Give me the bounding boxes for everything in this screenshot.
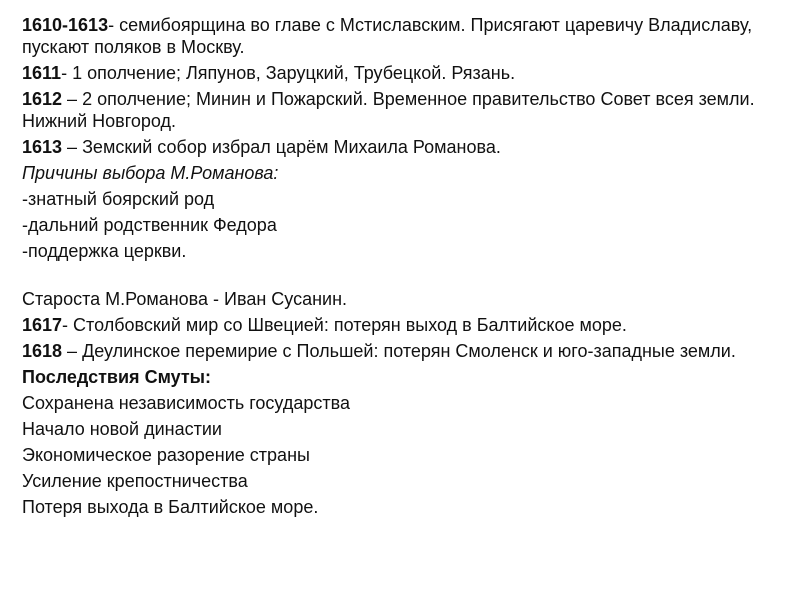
event-year: 1610-1613 bbox=[22, 15, 109, 35]
reasons-heading: Причины выбора М.Романова: bbox=[22, 163, 279, 183]
event-1610-1613 bbox=[22, 14, 782, 58]
consequence-item: Усиление крепостничества bbox=[22, 471, 248, 491]
event-1611 bbox=[22, 62, 782, 84]
event-text: Деулинское перемирие с Польшей: потерян Смоленск и юго-западные земли. bbox=[82, 341, 736, 361]
event-1612 bbox=[22, 88, 782, 132]
event-year: 1613 bbox=[22, 137, 63, 157]
reason-item: -поддержка церкви. bbox=[22, 241, 187, 261]
event-text: семибоярщина во главе с Мстиславским. Присягают царевичу Владиславу, пускают поляков в Москву. bbox=[22, 15, 753, 57]
event-1613 bbox=[22, 136, 782, 158]
event-1618 bbox=[22, 340, 782, 362]
event-text: 2 ополчение; Минин и Пожарский. Временное правительство Совет всея земли. Нижний Новгород. bbox=[22, 89, 755, 131]
starosta-line: Староста М.Романова - Иван Сусанин. bbox=[22, 289, 348, 309]
consequence-item: Сохранена независимость государства bbox=[22, 393, 350, 413]
event-year: 1618 bbox=[22, 341, 63, 361]
event-year: 1611 bbox=[22, 63, 62, 83]
event-text: Земский собор избрал царём Михаила Романова. bbox=[82, 137, 501, 157]
event-year: 1617 bbox=[22, 315, 63, 335]
consequence-item: Экономическое разорение страны bbox=[22, 445, 310, 465]
event-sep: – bbox=[62, 89, 83, 109]
event-sep: - bbox=[61, 63, 73, 83]
event-sep: – bbox=[62, 137, 83, 157]
reason-item: -знатный боярский род bbox=[22, 189, 215, 209]
slide-content bbox=[22, 14, 782, 522]
event-text: Столбовский мир со Швецией: потерян выход в Балтийское море. bbox=[73, 315, 627, 335]
event-sep: - bbox=[108, 15, 120, 35]
reason-item: -дальний родственник Федора bbox=[22, 215, 277, 235]
event-text: 1 ополчение; Ляпунов, Заруцкий, Трубецкой. Рязань. bbox=[72, 63, 516, 83]
consequence-item: Начало новой династии bbox=[22, 419, 222, 439]
event-year: 1612 bbox=[22, 89, 63, 109]
consequences-heading: Последствия Смуты: bbox=[22, 367, 212, 387]
event-sep: - bbox=[62, 315, 74, 335]
consequence-item: Потеря выхода в Балтийское море. bbox=[22, 497, 319, 517]
spacer bbox=[22, 266, 782, 288]
event-1617 bbox=[22, 314, 782, 336]
event-sep: – bbox=[62, 341, 83, 361]
